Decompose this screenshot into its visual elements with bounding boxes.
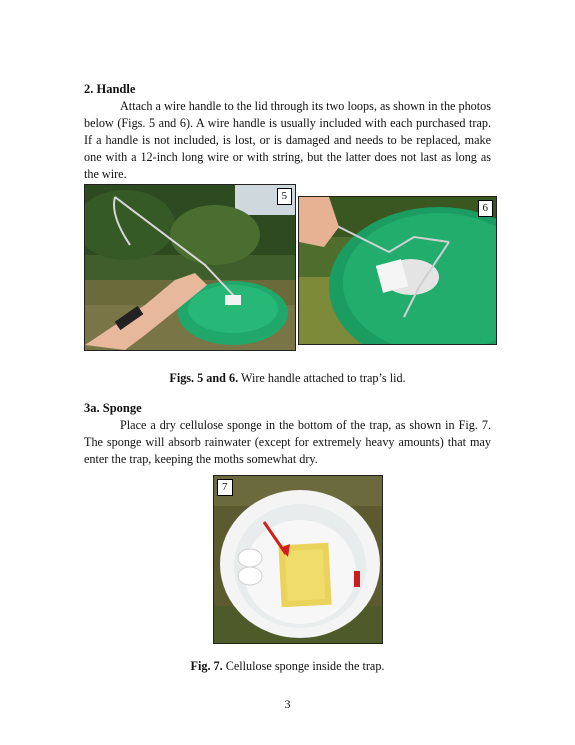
handle-paragraph: Attach a wire handle to the lid through its two loops, as shown in the photos below (Figs. 5 and 6). A wire handle is usually included with each purchased trap. If a handle is not included, is lost, or is damaged and needs to be replaced, make one with a 12-inch long wire or with string, but the latter does not last as long as the wire. <box>84 99 491 181</box>
figure-7-photo <box>213 475 383 644</box>
sponge-paragraph: Place a dry cellulose sponge in the bottom of the trap, as shown in Fig. 7. The sponge will absorb rainwater (except for extremely heavy amounts) that may enter the trap, keeping the moths somewhat dry. <box>84 418 491 466</box>
figure-5-photo <box>84 184 296 351</box>
figures-5-6-caption-text: Wire handle attached to trap’s lid. <box>238 371 406 385</box>
figures-5-6-caption-label: Figs. 5 and 6. <box>169 371 239 385</box>
figures-5-6-caption <box>84 371 491 386</box>
section-heading-sponge: 3a. Sponge <box>84 401 142 415</box>
figure-7-number: 7 <box>217 479 233 496</box>
page-number: 3 <box>284 697 291 711</box>
figure-7-caption-label: Fig. 7. <box>190 659 223 673</box>
section-heading-handle: 2. Handle <box>84 82 136 96</box>
figure-6-photo <box>298 196 497 345</box>
figure-7-caption-text: Cellulose sponge inside the trap. <box>222 659 385 673</box>
figure-7-caption <box>84 659 491 674</box>
figure-5-number: 5 <box>277 188 293 205</box>
figure-6-number: 6 <box>478 200 494 217</box>
